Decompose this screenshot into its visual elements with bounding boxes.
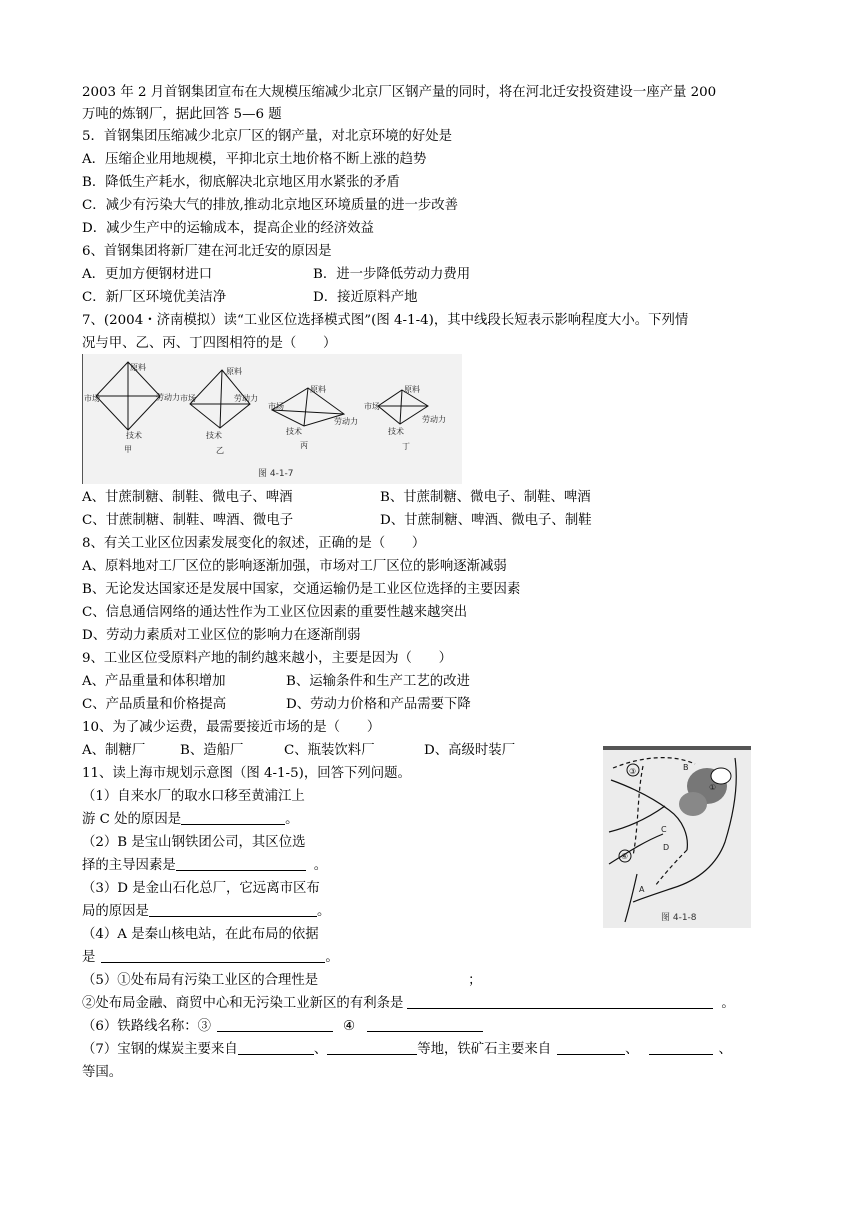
ding-labor-label: 劳动力 (422, 415, 446, 424)
q11-p5-text: （5）①处布局有污染工业区的合理性是 (82, 973, 319, 988)
q11-p7-blank-ore-1[interactable] (557, 1040, 625, 1055)
q11-p7-sep-3: 、 (718, 1042, 732, 1057)
map-label-4: ④ (621, 852, 629, 861)
map-label-d: D (663, 843, 670, 852)
ding-raw-label: 原料 (404, 385, 420, 394)
q11-p6-blank-4[interactable] (367, 1017, 483, 1032)
bing-tech-label: 技术 (286, 427, 302, 436)
q6-options-cd (82, 287, 417, 309)
q6-option-c: C．新厂区环境优美洁净 (82, 290, 227, 305)
jia-name: 甲 (124, 445, 132, 454)
figure-caption: 图 4-1-7 (258, 469, 294, 479)
q7-options-ab (82, 487, 591, 509)
q11-p3-text: 局的原因是 (82, 904, 149, 919)
q7-line-1: 7、(2004・济南模拟）读“工业区位选择模式图”(图 4-1-4)，其中线段长短表示影响程度大小。下列情 (82, 313, 689, 328)
jia-market-label: 市场 (84, 394, 100, 403)
q9-option-c: C、产品质量和价格提高 (82, 697, 227, 712)
intro-line-1: 2003 年 2 月首钢集团宣布在大规模压缩减少北京厂区钢产量的同时，将在河北迁安投资建设一座产量 200 (82, 85, 717, 100)
q11-p3-blank[interactable] (149, 902, 317, 917)
q11-p7-end: 等国。 (82, 1065, 123, 1080)
q5-option-a: A．压缩企业用地规模，平抑北京土地价格不断上涨的趋势 (82, 152, 427, 167)
q6-options-ab (82, 264, 470, 286)
q11-p5b-text: ②处布局金融、商贸中心和无污染工业新区的有利条是 (82, 996, 404, 1011)
yi-labor-label: 劳动力 (234, 394, 258, 403)
q11-p2-text: 择的主导因素是 (82, 858, 176, 873)
q11-p4-blank[interactable] (101, 948, 325, 963)
bing-name: 丙 (300, 441, 308, 450)
yi-market-label: 市场 (180, 394, 196, 403)
q8-option-d: D、劳动力素质对工业区位的影响力在逐渐削弱 (82, 628, 361, 643)
shanghai-map (603, 746, 751, 928)
q7-option-b: B、甘蔗制糖、微电子、制鞋、啤酒 (380, 490, 591, 505)
bing-raw-label: 原料 (310, 385, 326, 394)
q11-p2-line-a: （2）B 是宝山钢铁团公司，其区位选 (82, 835, 306, 850)
q7-line-2: 况与甲、乙、丙、丁四图相符的是（ ） (82, 336, 337, 351)
q11-p3-period: 。 (316, 904, 331, 919)
q11-p7-text-a: （7）宝钢的煤炭主要来自 (82, 1042, 238, 1057)
q10-option-a: A、制糖厂 (82, 743, 146, 758)
q6-option-a: A．更加方便钢材进口 (82, 267, 213, 282)
q11-p5b-blank[interactable] (407, 994, 713, 1009)
q9-stem: 9、工业区位受原料产地的制约越来越小，主要是因为（ ） (82, 651, 453, 666)
q9-option-b: B、运输条件和生产工艺的改进 (286, 674, 470, 689)
q10-option-c: C、瓶装饮料厂 (284, 743, 375, 758)
q5-option-b: B．降低生产耗水，彻底解决北京地区用水紧张的矛盾 (82, 175, 400, 190)
q10-stem: 10、为了减少运费，最需要接近市场的是（ ） (82, 720, 381, 735)
q11-p4-line-b (82, 947, 339, 969)
q11-p7-line (82, 1039, 732, 1061)
q11-p4-period: 。 (325, 950, 339, 965)
map-label-a: A (639, 885, 645, 894)
yi-tech-label: 技术 (206, 431, 222, 440)
shanghai-map-figure (603, 746, 751, 928)
q11-p6-blank-3[interactable] (217, 1017, 333, 1032)
jia-tech-label: 技术 (126, 431, 142, 440)
map-caption: 图 4-1-8 (661, 913, 697, 923)
q11-p7-text-b: 等地，铁矿石主要来自 (417, 1042, 552, 1057)
q8-option-c: C、信息通信网络的通达性作为工业区位因素的重要性越来越突出 (82, 605, 468, 620)
q11-p7-blank-coal-1[interactable] (238, 1040, 314, 1055)
q11-p1-line-b (82, 809, 299, 831)
q11-p1-line-a: （1）自来水厂的取水口移至黄浦江上 (82, 789, 305, 804)
q9-option-a: A、产品重量和体积增加 (82, 674, 226, 689)
intro-line-2: 万吨的炼钢厂，据此回答 5—6 题 (82, 107, 282, 122)
map-label-3: ③ (629, 767, 637, 776)
q11-p2-period: 。 (313, 858, 328, 873)
map-label-1: ① (709, 783, 717, 792)
q5-stem: 5．首钢集团压缩减少北京厂区的钢产量，对北京环境的好处是 (82, 129, 453, 144)
yi-name: 乙 (216, 446, 224, 455)
q11-p6-marker-4: ④ (343, 1019, 356, 1034)
q7-option-c: C、甘蔗制糖、制鞋、啤酒、微电子 (82, 513, 294, 528)
q11-p7-blank-coal-2[interactable] (327, 1040, 417, 1055)
q11-p1-period: 。 (285, 812, 299, 827)
ding-market-label: 市场 (364, 402, 380, 411)
q11-p5-line-a (82, 970, 482, 992)
q8-stem: 8、有关工业区位因素发展变化的叙述，正确的是（ ） (82, 536, 426, 551)
q9-options-cd (82, 694, 471, 716)
q7-options-cd (82, 510, 592, 532)
q10-option-d: D、高级时装厂 (424, 743, 516, 758)
yi-raw-label: 原料 (226, 367, 242, 376)
q6-option-d: D．接近原料产地 (313, 290, 418, 305)
q5-option-c: C．减少有污染大气的排放,推动北京地区环境质量的进一步改善 (82, 198, 459, 213)
q7-option-d: D、甘蔗制糖、啤酒、微电子、制鞋 (380, 513, 592, 528)
q11-stem: 11、读上海市规划示意图（图 4-1-5)，回答下列问题。 (82, 766, 411, 781)
q7-option-a: A、甘蔗制糖、制鞋、微电子、啤酒 (82, 490, 293, 505)
q10-option-b: B、造船厂 (180, 743, 244, 758)
q8-option-b: B、无论发达国家还是发展中国家，交通运输仍是工业区位选择的主要因素 (82, 582, 521, 597)
q11-p6-line (82, 1016, 483, 1038)
q11-p2-blank[interactable] (176, 856, 306, 871)
q11-p2-line-b (82, 855, 327, 877)
ding-tech-label: 技术 (388, 427, 404, 436)
jia-raw-label: 原料 (130, 363, 146, 372)
q11-p4-text: 是 (82, 950, 96, 965)
q11-p3-line-a: （3）D 是金山石化总厂，它远离市区布 (82, 881, 320, 896)
q11-p5b-period: 。 (721, 996, 735, 1011)
q11-p1-text: 游 C 处的原因是 (82, 812, 182, 827)
q11-p7-blank-ore-2[interactable] (649, 1040, 713, 1055)
ding-name: 丁 (402, 442, 410, 451)
q6-option-b: B．进一步降低劳动力费用 (313, 267, 471, 282)
q9-option-d: D、劳动力价格和产品需要下降 (286, 697, 471, 712)
q8-option-a: A、原料地对工厂区位的影响逐渐加强，市场对工厂区位的影响逐渐减弱 (82, 559, 507, 574)
map-label-c: C (661, 825, 667, 834)
map-label-b: B (683, 763, 689, 772)
q11-p7-sep-2: 、 (625, 1042, 639, 1057)
jia-labor-label: 劳动力 (156, 393, 180, 402)
q11-p1-blank[interactable] (181, 810, 285, 825)
q10-options (82, 740, 515, 762)
q11-p3-line-b (82, 901, 330, 923)
q11-p6-text: （6）铁路线名称：③ (82, 1019, 212, 1034)
q11-p4-line-a: （4）A 是秦山核电站，在此布局的依据 (82, 927, 319, 942)
q6-stem: 6、首钢集团将新厂建在河北迁安的原因是 (82, 244, 332, 259)
bing-labor-label: 劳动力 (334, 417, 358, 426)
q9-options-ab (82, 671, 470, 693)
q11-p7-sep-1: 、 (313, 1042, 328, 1057)
location-model-figure (82, 354, 462, 484)
bing-market-label: 市场 (268, 402, 284, 411)
q11-p5-semicolon: ； (468, 973, 482, 988)
q5-option-d: D．减少生产中的运输成本，提高企业的经济效益 (82, 221, 374, 236)
q11-p5-line-b (82, 993, 735, 1015)
location-model-diagram (82, 354, 462, 484)
